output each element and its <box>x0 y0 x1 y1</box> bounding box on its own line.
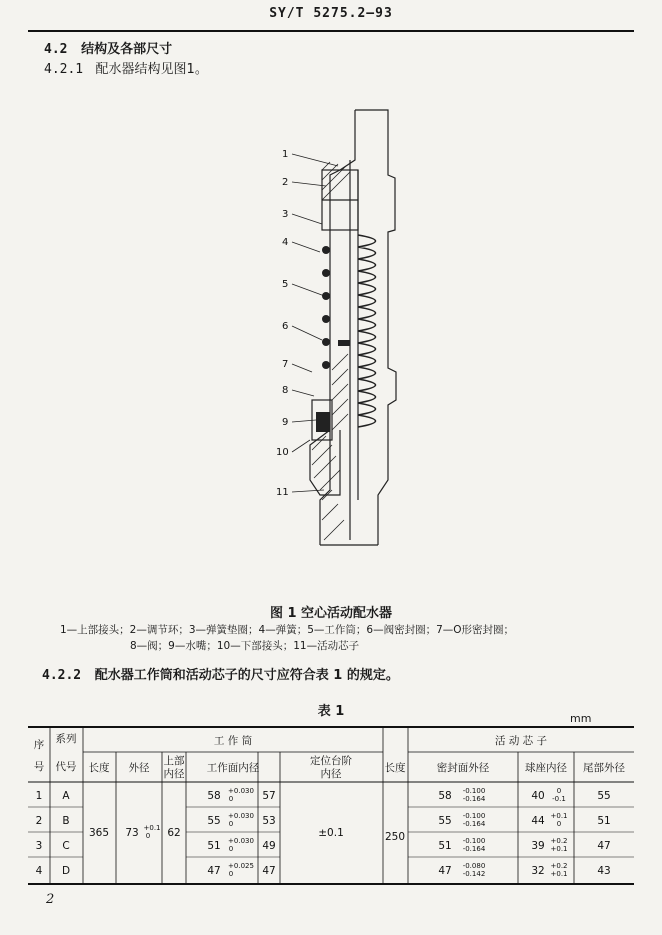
callout-layer <box>270 140 360 510</box>
figure-legend-line-1: 1—上部接头；2—调节环；3—弹簧垫圈；4—弹簧；5—工作筒；6—阀密封圈；7—O形密封圈； <box>60 624 515 636</box>
section-4-2-1 <box>44 58 208 77</box>
head-step-id-1: 定位台阶 <box>310 755 352 767</box>
callout-3: 3 <box>282 209 289 220</box>
section-number: 4.2.2 <box>42 668 82 683</box>
row-3-seq: 3 <box>35 840 43 852</box>
row-4-code: D <box>61 865 71 877</box>
row-3-ball-lo: +0.1 <box>550 845 568 853</box>
row-4-seal-up: -0.080 <box>462 862 486 870</box>
row-2-step: 53 <box>262 815 276 827</box>
cell-od-upper-tol: +0.1 <box>143 824 161 832</box>
section-title: 结构及各部尺寸 <box>81 42 173 57</box>
head-core: 活 动 芯 子 <box>494 735 548 747</box>
row-3-wf-up: +0.030 <box>228 837 254 845</box>
row-1-wf-lo: 0 <box>228 795 234 803</box>
row-1-ball-base: 40 <box>531 790 545 802</box>
row-1-tail: 55 <box>597 790 611 802</box>
row-2-ball-lo: 0 <box>556 820 562 828</box>
head-work-face-id: 工作面内径 <box>206 762 260 774</box>
row-4-seq: 4 <box>35 865 43 877</box>
row-1-wf-up: +0.030 <box>228 787 254 795</box>
figure-legend-line-2: 8—阀；9—水嘴；10—下部接头；11—活动芯子 <box>130 640 360 652</box>
row-3-wf-base: 51 <box>207 840 221 852</box>
head-upper-id-2: 内径 <box>163 768 185 780</box>
head-ball-id: 球座内径 <box>525 762 567 774</box>
dimension-table <box>28 726 634 886</box>
head-series-2: 代号 <box>55 761 77 773</box>
callout-7: 7 <box>282 359 289 370</box>
row-3-code: C <box>62 840 70 852</box>
head-work-tube: 工 作 筒 <box>213 735 253 747</box>
cell-upper-id: 62 <box>167 827 181 839</box>
callout-6: 6 <box>282 321 289 332</box>
row-4-wf-lo: 0 <box>228 870 234 878</box>
row-4-seal-base: 47 <box>438 865 452 877</box>
row-2-seal-base: 55 <box>438 815 452 827</box>
callout-9: 9 <box>282 417 289 428</box>
row-1-seal-up: -0.100 <box>462 787 486 795</box>
row-1-seal-lo: -0.164 <box>462 795 486 803</box>
row-3-ball-up: +0.2 <box>550 837 568 845</box>
row-2-tail: 51 <box>597 815 611 827</box>
table-title: 表 1 <box>317 704 345 719</box>
figure-title: 图 1 空心活动配水器 <box>269 606 393 621</box>
callout-11: 11 <box>276 487 289 498</box>
header-rule <box>28 30 634 32</box>
row-2-seal-up: -0.100 <box>462 812 486 820</box>
head-tail-od: 尾部外径 <box>583 762 625 774</box>
row-3-seal-base: 51 <box>438 840 452 852</box>
row-4-wf-up: +0.025 <box>228 862 254 870</box>
cell-core-length: 250 <box>384 831 406 843</box>
section-text: 配水器工作筒和活动芯子的尺寸应符合表 1 的规定。 <box>94 668 399 683</box>
head-upper-id-1: 上部 <box>163 755 185 767</box>
cell-od-lower-tol: 0 <box>145 832 151 840</box>
section-4-2-2 <box>42 664 399 683</box>
head-core-length: 长度 <box>384 762 406 774</box>
callout-10: 10 <box>276 447 289 458</box>
row-1-ball-up: 0 <box>556 787 562 795</box>
row-4-tail: 43 <box>597 865 611 877</box>
row-4-wf-base: 47 <box>207 865 221 877</box>
row-3-ball-base: 39 <box>531 840 545 852</box>
callout-4: 4 <box>282 237 289 248</box>
page-number: 2 <box>46 892 55 907</box>
row-1-code: A <box>62 790 70 802</box>
head-seal-od: 密封面外径 <box>436 762 490 774</box>
row-4-ball-up: +0.2 <box>550 862 568 870</box>
cell-length: 365 <box>88 827 110 839</box>
row-1-seq: 1 <box>35 790 43 802</box>
row-2-ball-up: +0.1 <box>550 812 568 820</box>
row-2-seal-lo: -0.164 <box>462 820 486 828</box>
row-1-step: 57 <box>262 790 276 802</box>
row-3-step: 49 <box>262 840 276 852</box>
callout-1: 1 <box>282 149 289 160</box>
row-3-seal-up: -0.100 <box>462 837 486 845</box>
head-series-1: 系列 <box>55 733 77 745</box>
head-length: 长度 <box>88 762 110 774</box>
head-step-id-2: 内径 <box>320 768 342 780</box>
head-seq-1: 序 <box>33 739 45 751</box>
row-3-wf-lo: 0 <box>228 845 234 853</box>
row-4-step: 47 <box>262 865 276 877</box>
row-1-wf-base: 58 <box>207 790 221 802</box>
head-seq-2: 号 <box>33 761 45 773</box>
row-3-tail: 47 <box>597 840 611 852</box>
callout-8: 8 <box>282 385 289 396</box>
row-2-wf-base: 55 <box>207 815 221 827</box>
row-4-ball-lo: +0.1 <box>550 870 568 878</box>
row-2-wf-up: +0.030 <box>228 812 254 820</box>
row-1-seal-base: 58 <box>438 790 452 802</box>
row-1-ball-lo: -0.1 <box>552 795 566 803</box>
section-4-2-heading <box>44 38 172 57</box>
cell-od-base: 73 <box>125 827 139 839</box>
callout-5: 5 <box>282 279 289 290</box>
row-2-seq: 2 <box>35 815 43 827</box>
callout-2: 2 <box>282 177 289 188</box>
row-4-seal-lo: -0.142 <box>462 870 486 878</box>
table-unit: mm <box>570 712 592 725</box>
section-number: 4.2.1 <box>44 62 84 77</box>
document-code: SY/T 5275.2—93 <box>269 6 393 21</box>
row-4-ball-base: 32 <box>531 865 545 877</box>
section-text: 配水器结构见图1。 <box>95 62 208 77</box>
section-number: 4.2 <box>44 42 68 57</box>
row-3-seal-lo: -0.164 <box>462 845 486 853</box>
row-2-wf-lo: 0 <box>228 820 234 828</box>
row-2-ball-base: 44 <box>531 815 545 827</box>
head-od: 外径 <box>128 762 150 774</box>
cell-step-id-tol: ±0.1 <box>318 827 344 839</box>
row-2-code: B <box>62 815 70 827</box>
